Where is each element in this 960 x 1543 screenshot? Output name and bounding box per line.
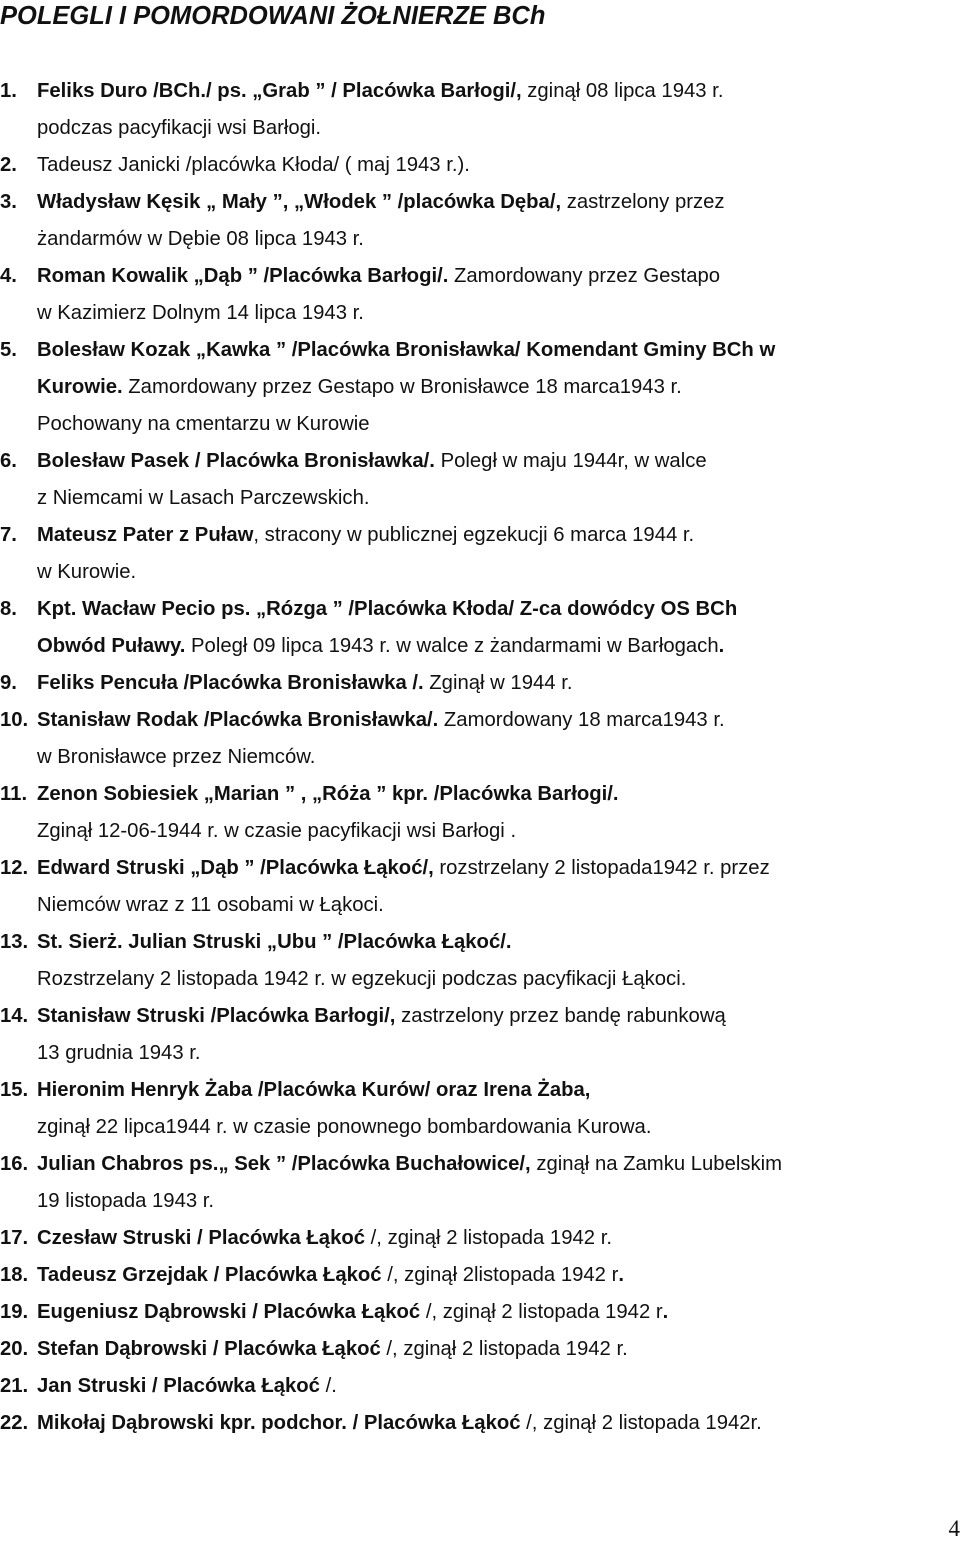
list-item [0,591,960,665]
text-segment: Tadeusz Janicki /placówka Kłoda/ ( maj 1943 r.). [37,154,470,176]
list-item [0,443,960,517]
text-segment: /, zginął 2listopada 1942 r [387,1264,619,1286]
text-segment: Rozstrzelany 2 listopada 1942 r. w egzekucji podczas pacyfikacji Łąkoci. [37,968,687,990]
list-item-line [0,480,960,517]
list-item-line [0,1257,960,1294]
list-item-line [0,998,960,1035]
list-item [0,258,960,332]
list-item-number: 4. [0,265,17,287]
list-item [0,1072,960,1146]
text-segment: w Kurowie. [37,561,137,583]
text-segment: Kpt. Wacław Pecio ps. „Rózga ” /Placówka Kłoda/ Z-ca dowódcy OS BCh [37,598,738,620]
list-item-number: 21. [0,1375,29,1397]
list-item [0,184,960,258]
list-item-line [0,295,960,332]
page-number: 4 [948,1516,960,1541]
text-segment: Zginął 12-06-1944 r. w czasie pacyfikacji wsi Barłogi . [37,820,517,842]
casualty-list [0,73,960,1442]
list-item-line [0,517,960,554]
text-segment: Julian Chabros ps.„ Sek ” /Placówka Buchałowice/, [37,1153,537,1175]
list-item-line [0,369,960,406]
text-segment: /, zginął 2 listopada 1942 r. [386,1338,628,1360]
list-item-number: 13. [0,931,29,953]
list-item [0,1146,960,1220]
text-segment: . [618,1264,624,1286]
text-segment: Zamordowany przez Gestapo w Bronisławce 18 marca1943 r. [128,376,682,398]
list-item [0,1220,960,1257]
text-segment: Stanisław Rodak /Placówka Bronisławka/. [37,709,444,731]
text-segment: /, zginął 2 listopada 1942 r [425,1301,663,1323]
list-item-number: 5. [0,339,17,361]
text-segment: Hieronim Henryk Żaba /Placówka Kurów/ oraz Irena Żaba, [37,1079,591,1101]
list-item-line [0,813,960,850]
list-item [0,924,960,998]
text-segment: Zamordowany 18 marca1943 r. [443,709,725,731]
list-item-line [0,1146,960,1183]
list-item-line [0,1072,960,1109]
text-segment: Władysław Kęsik „ Mały ”, „Włodek ” [37,191,398,213]
text-segment: Feliks Pencuła /Placówka Bronisławka /. [37,672,430,694]
list-item-number: 3. [0,191,17,213]
list-item-line [0,776,960,813]
text-segment: z Niemcami w Lasach Parczewskich. [37,487,370,509]
list-item-number: 8. [0,598,17,620]
list-item-number: 15. [0,1079,29,1101]
text-segment: Czesław Struski / Placówka Łąkoć [37,1227,371,1249]
text-segment: zginął na Zamku Lubelskim [536,1153,783,1175]
list-item-line [0,1220,960,1257]
text-segment: zginął 08 lipca 1943 r. [527,80,724,102]
text-segment: /, zginął 2 listopada 1942r. [526,1412,762,1434]
text-segment: . [662,1301,669,1323]
list-item-number: 14. [0,1005,29,1027]
list-item [0,332,960,443]
text-segment: 13 grudnia 1943 r. [37,1042,201,1064]
text-segment: Poległ w maju 1944r, w walce [440,450,707,472]
text-segment: Stanisław Struski /Placówka Barłogi/, [37,1005,402,1027]
list-item-line [0,147,960,184]
list-item-line [0,1109,960,1146]
text-segment: zastrzelony przez bandę rabunkową [401,1005,726,1027]
text-segment: Mikołaj Dąbrowski kpr. podchor. [37,1412,353,1434]
list-item [0,665,960,702]
text-segment: / Placówka Łąkoć [352,1412,527,1434]
list-item-number: 22. [0,1412,29,1434]
list-item [0,147,960,184]
list-item-line [0,554,960,591]
list-item-number: 1. [0,80,17,102]
text-segment: , stracony w publicznej egzekucji 6 marca 1944 r. [253,524,695,546]
list-item-number: 10. [0,709,29,731]
list-item-line [0,406,960,443]
list-item-number: 9. [0,672,17,694]
text-segment: w Bronisławce przez Niemców. [37,746,316,768]
list-item [0,776,960,850]
text-segment: Stefan Dąbrowski / Placówka Łąkoć [37,1338,387,1360]
list-item [0,998,960,1072]
list-item-line [0,1331,960,1368]
list-item [0,1257,960,1294]
text-segment: Poległ 09 lipca 1943 r. w walce z żandarmami w Barłogach [191,635,719,657]
page-title: POLEGLI I POMORDOWANI ŻOŁNIERZE BCh [0,2,546,30]
text-segment: Bolesław Kozak „Kawka ” /Placówka Bronisławka/ Komendant Gminy BCh w [37,339,776,361]
list-item-line [0,665,960,702]
list-item [0,517,960,591]
list-item [0,1331,960,1368]
text-segment: Niemców wraz z 11 osobami w Łąkoci. [37,894,384,916]
text-segment: /. [325,1375,337,1397]
list-item [0,1405,960,1442]
list-item-line [0,1405,960,1442]
list-item-number: 18. [0,1264,29,1286]
text-segment: Obwód Puławy. [37,635,192,657]
list-item-number: 7. [0,524,17,546]
list-item-line [0,1294,960,1331]
list-item-line [0,924,960,961]
list-item-line [0,887,960,924]
list-item [0,850,960,924]
list-item-number: 6. [0,450,17,472]
list-item-line [0,961,960,998]
list-item [0,1294,960,1331]
list-item [0,702,960,776]
text-segment: Zenon Sobiesiek „Marian ” , „Róża ” kpr. /Placówka Barłogi/. [37,783,619,805]
list-item-line [0,628,960,665]
list-item-line [0,221,960,258]
text-segment: Roman Kowalik „Dąb ” /Placówka Barłogi/. [37,265,454,287]
list-item-number: 11. [0,783,28,805]
text-segment: 19 listopada 1943 r. [37,1190,215,1212]
text-segment: Edward Struski „Dąb ” /Placówka Łąkoć/, [37,857,440,879]
list-item-number: 19. [0,1301,29,1323]
list-item-line [0,739,960,776]
text-segment: w Kazimierz Dolnym 14 lipca 1943 r. [37,302,364,324]
list-item-number: 20. [0,1338,29,1360]
text-segment: Eugeniusz Dąbrowski / Placówka Łąkoć [37,1301,426,1323]
text-segment: Zamordowany przez Gestapo [454,265,721,287]
text-segment: . [718,635,725,657]
text-segment: Zginął w 1944 r. [429,672,573,694]
text-segment: St. Sierż. Julian Struski „Ubu ” /Placówka Łąkoć/. [37,931,512,953]
text-segment: /, zginął 2 listopada 1942 r. [370,1227,612,1249]
text-segment: Bolesław Pasek / Placówka Bronisławka/. [37,450,441,472]
list-item-line [0,702,960,739]
list-item [0,1368,960,1405]
list-item-line [0,110,960,147]
text-segment: Placówka Barłogi/, [342,80,528,102]
list-item-line [0,1183,960,1220]
text-segment: Feliks Duro /BCh./ ps. „Grab ” / [37,80,343,102]
list-item-line [0,1035,960,1072]
text-segment: żandarmów w Dębie 08 lipca 1943 r. [37,228,364,250]
text-segment: Pochowany na cmentarzu w Kurowie [37,413,370,435]
list-item-line [0,332,960,369]
text-segment: Jan Struski / Placówka Łąkoć [37,1375,326,1397]
list-item-line [0,591,960,628]
text-segment: Tadeusz Grzejdak / Placówka Łąkoć [37,1264,388,1286]
list-item [0,73,960,147]
list-item-number: 17. [0,1227,29,1249]
list-item-line [0,73,960,110]
list-item-number: 16. [0,1153,29,1175]
text-segment: zginął 22 lipca1944 r. w czasie ponownego bombardowania Kurowa. [37,1116,652,1138]
text-segment: Mateusz Pater z Puław [37,524,254,546]
list-item-number: 2. [0,154,17,176]
text-segment: /placówka Dęba/, [397,191,567,213]
list-item-line [0,184,960,221]
text-segment: rozstrzelany 2 listopada1942 r. przez [439,857,770,879]
text-segment: podczas pacyfikacji wsi Barłogi. [37,117,322,139]
text-segment: Kurowie. [37,376,129,398]
text-segment: zastrzelony przez [566,191,725,213]
list-item-line [0,258,960,295]
list-item-line [0,850,960,887]
list-item-line [0,1368,960,1405]
list-item-line [0,443,960,480]
list-item-number: 12. [0,857,29,879]
